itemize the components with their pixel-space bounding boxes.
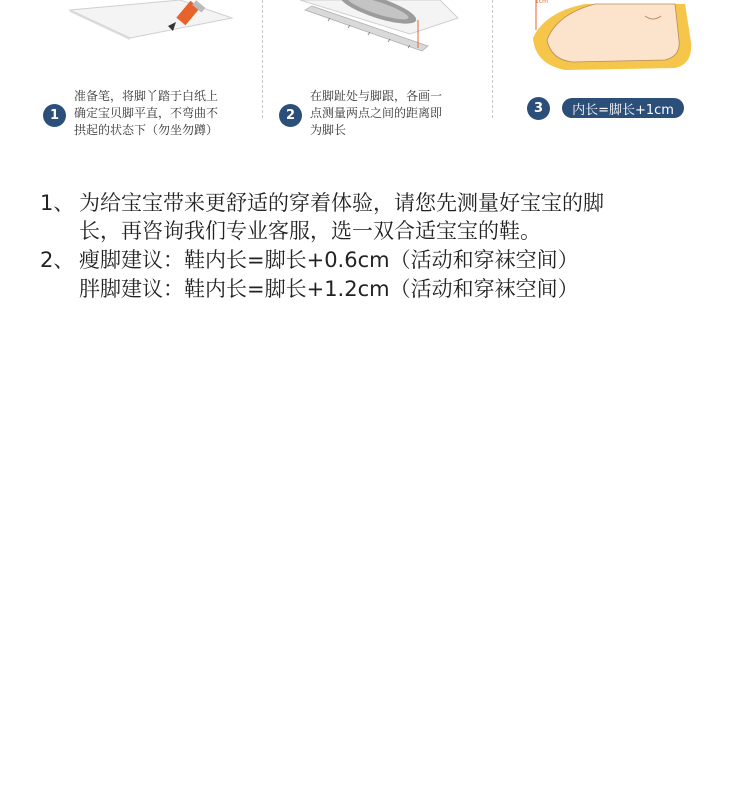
- step-number-badge: 2: [279, 104, 302, 127]
- ruler-label: 1cm: [535, 0, 548, 5]
- foot-in-shoe-illustration: [525, 0, 695, 80]
- step-2-text: [310, 88, 442, 139]
- step-number-badge: 3: [527, 97, 550, 120]
- step-divider: [492, 0, 493, 118]
- instruction-2-line: 胖脚建议：鞋内长=脚长+1.2cm（活动和穿袜空间）: [79, 277, 579, 301]
- step-1-text: [74, 88, 218, 139]
- instruction-1-line: 长，再咨询我们专业客服，选一双合适宝宝的鞋。: [79, 219, 541, 243]
- instruction-1-line: 为给宝宝带来更舒适的穿着体验，请您先测量好宝宝的脚: [79, 191, 604, 215]
- step-text-line: 为脚长: [310, 123, 347, 137]
- foot-ruler-illustration: [290, 0, 470, 80]
- step-text-line: 在脚趾处与脚跟，各画一: [310, 89, 443, 103]
- instruction-2-line: 瘦脚建议：鞋内长=脚长+0.6cm（活动和穿袜空间）: [79, 248, 579, 272]
- step-text-line: 点测量两点之间的距离即: [310, 106, 443, 120]
- formula-pill: 内长=脚长+1cm: [562, 98, 684, 118]
- paper-pencil-illustration: [60, 0, 240, 80]
- step-text-line: 确定宝贝脚平直，不弯曲不: [74, 106, 219, 120]
- step-text-line: 准备笔，将脚丫踏于白纸上: [74, 89, 219, 103]
- step-divider: [262, 0, 263, 118]
- step-number-badge: 1: [43, 104, 66, 127]
- instruction-2-prefix: 2、: [40, 248, 75, 272]
- step-text-line: 拱起的状态下（勿坐勿蹲）: [74, 123, 219, 137]
- instruction-1-prefix: 1、: [40, 191, 75, 215]
